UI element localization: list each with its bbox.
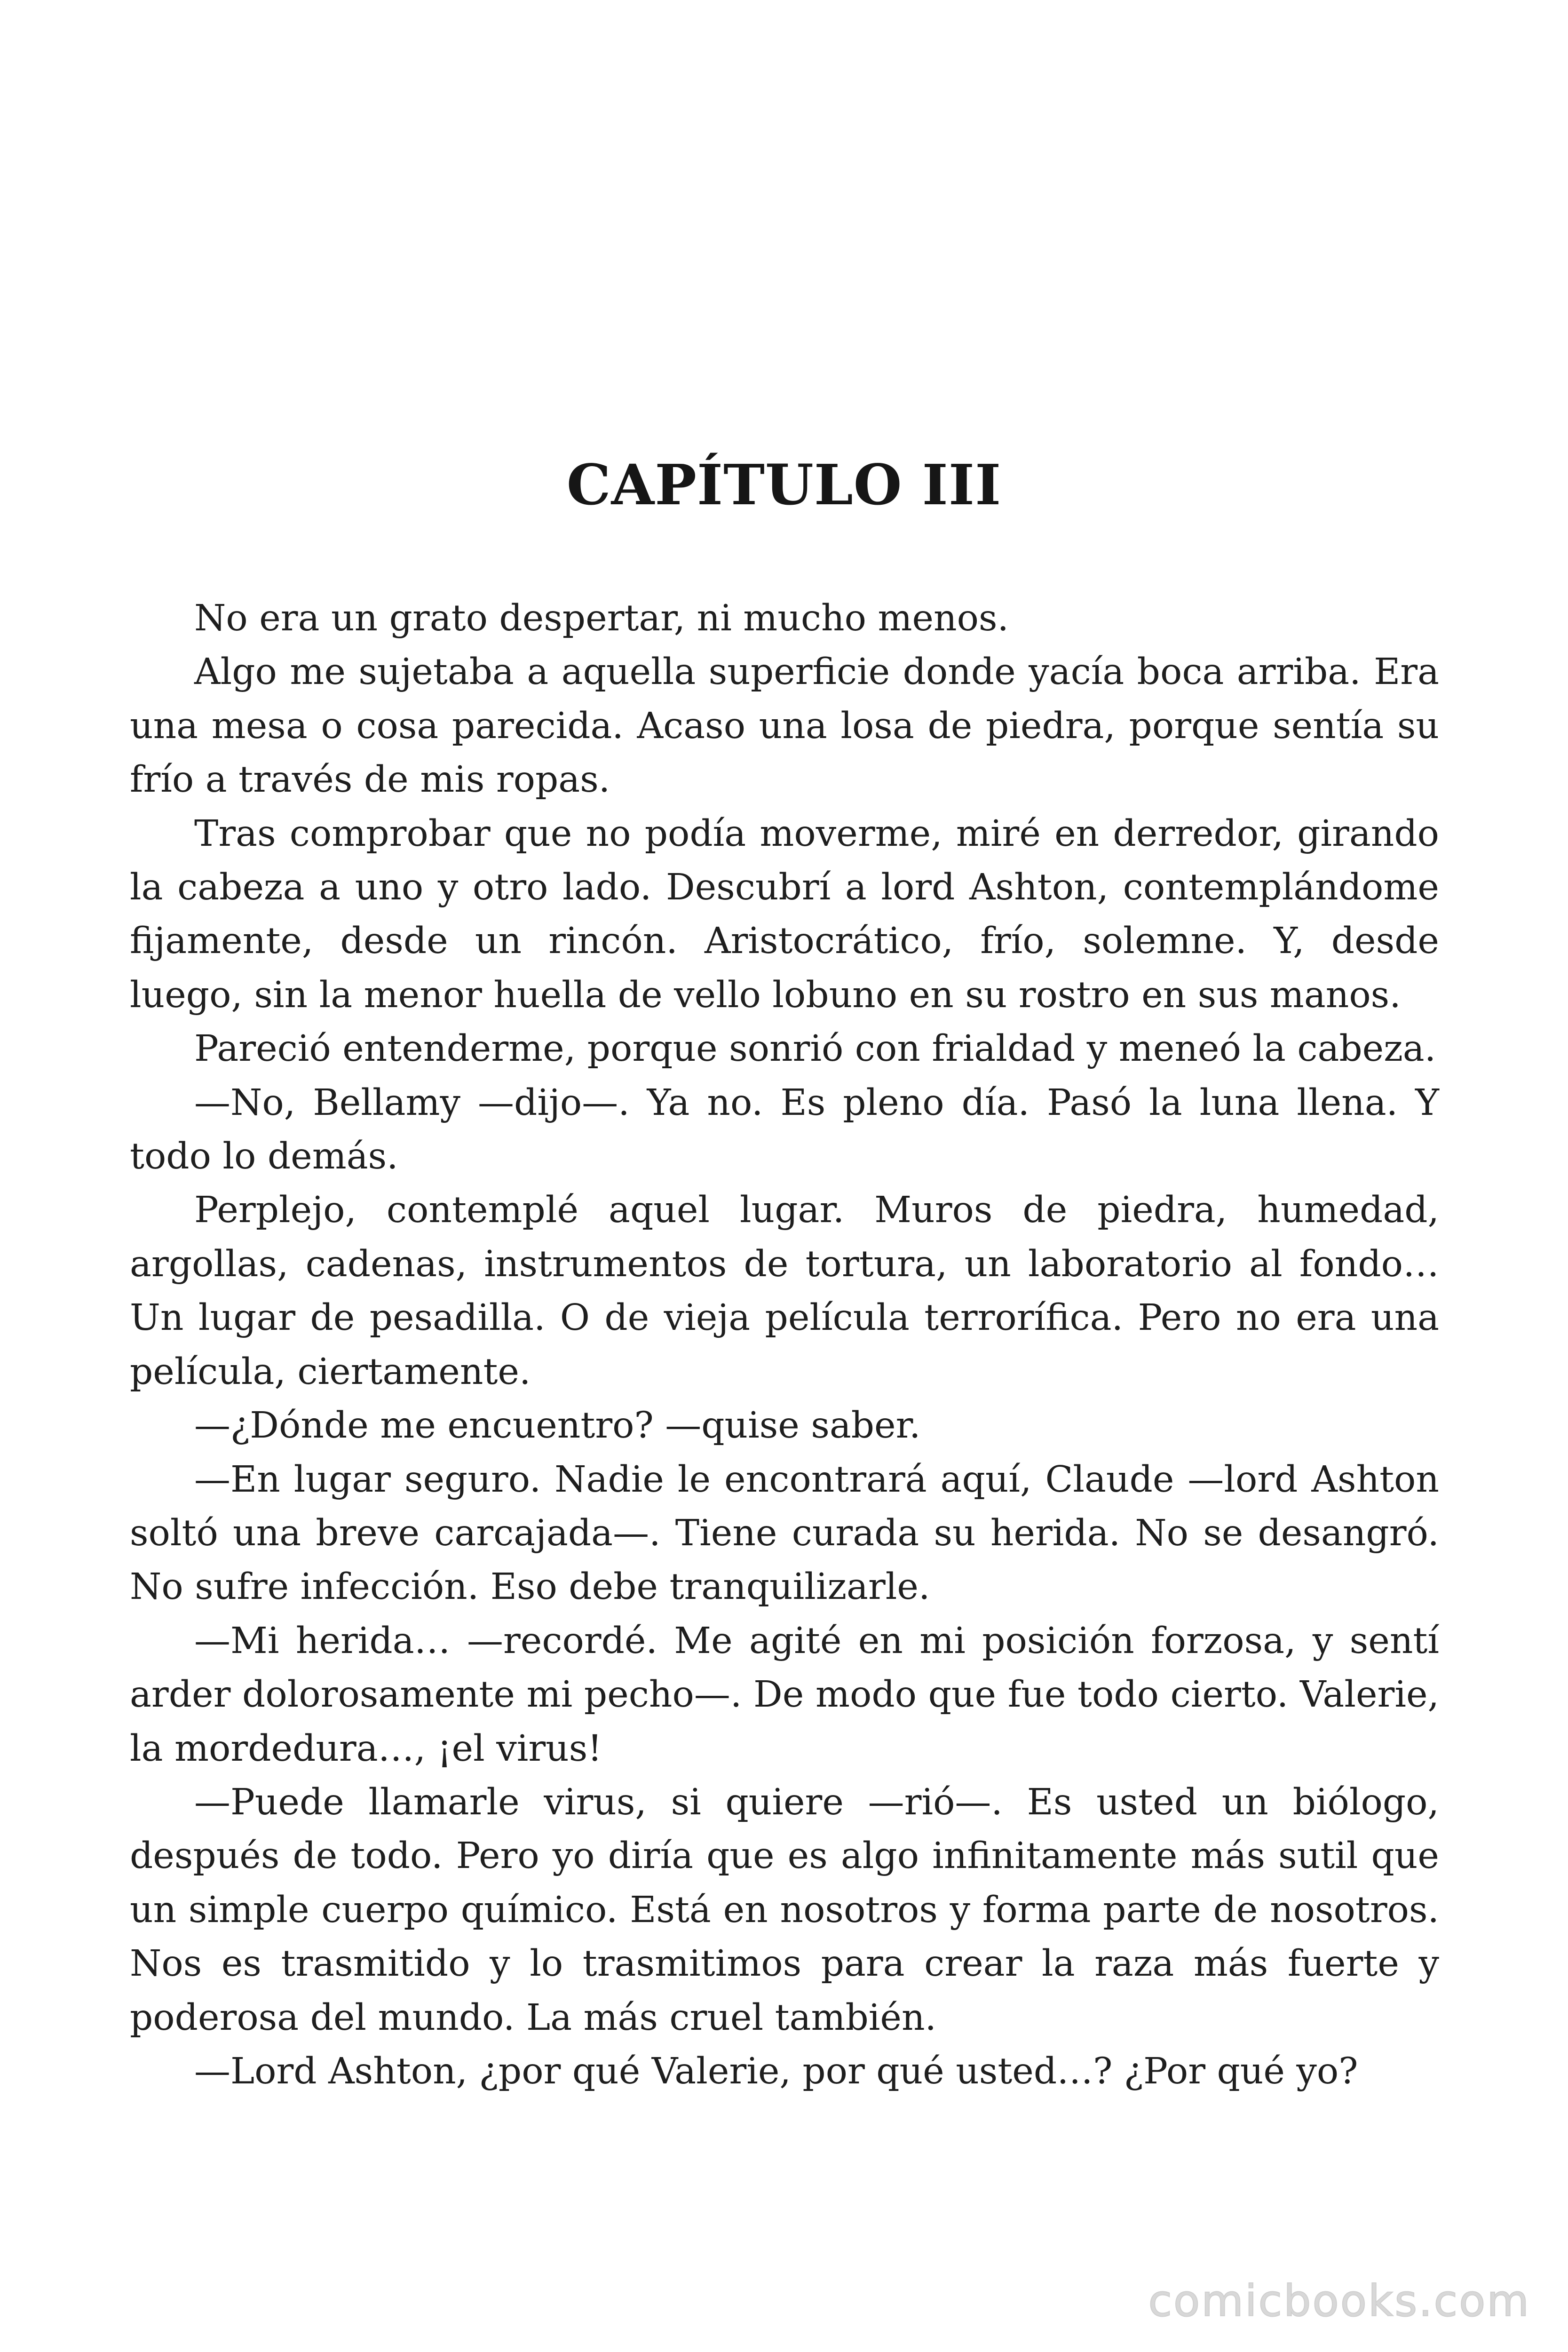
paragraph: —Puede llamarle virus, si quiere —rió—. Es usted un biólogo, después de todo. Pero yo diría que es algo infinitamente más sutil que un simple cuerpo químico. Está en nosotros y forma parte de nosotros. Nos es trasmitido y lo trasmitimos para crear la raza más fuerte y poderosa del mundo. La más cruel también. (130, 1781, 1439, 2039)
paragraph: —¿Dónde me encuentro? —quise saber. (194, 1405, 921, 1447)
paragraph: Pareció entenderme, porque sonrió con frialdad y meneó la cabeza. (194, 1028, 1436, 1070)
chapter-body (130, 592, 1439, 2098)
paragraph: —En lugar seguro. Nadie le encontrará aquí, Claude —lord Ashton soltó una breve carcajada—. Tiene curada su herida. No se desangró. No sufre infección. Eso debe tranquilizarle. (130, 1458, 1439, 1608)
paragraph: Perplejo, contemplé aquel lugar. Muros de piedra, humedad, argollas, cadenas, instrumentos de tortura, un laboratorio al fondo… Un lugar de pesadilla. O de vieja película terrorífica. Pero no era una película, ciertamente. (130, 1189, 1439, 1393)
paragraph: No era un grato despertar, ni mucho menos. (194, 597, 1009, 639)
watermark: comicbooks.com (1148, 2276, 1530, 2326)
chapter-title: CAPÍTULO III (566, 452, 1002, 517)
paragraph: —Lord Ashton, ¿por qué Valerie, por qué usted…? ¿Por qué yo? (194, 2050, 1358, 2092)
paragraph: Algo me sujetaba a aquella superficie donde yacía boca arriba. Era una mesa o cosa parecida. Acaso una losa de piedra, porque sentía su frío a través de mis ropas. (130, 651, 1439, 801)
paragraph: —Mi herida… —recordé. Me agité en mi posición forzosa, y sentí arder dolorosamente mi pecho—. De modo que fue todo cierto. Valerie, la mordedura…, ¡el virus! (130, 1620, 1439, 1770)
paragraph: Tras comprobar que no podía moverme, miré en derredor, girando la cabeza a uno y otro lado. Descubrí a lord Ashton, contemplándome fijamente, desde un rincón. Aristocrático, frío, solemne. Y, desde luego, sin la menor huella de vello lobuno en su rostro en sus manos. (130, 812, 1439, 1016)
paragraph: —No, Bellamy —dijo—. Ya no. Es pleno día. Pasó la luna llena. Y todo lo demás. (130, 1081, 1439, 1178)
